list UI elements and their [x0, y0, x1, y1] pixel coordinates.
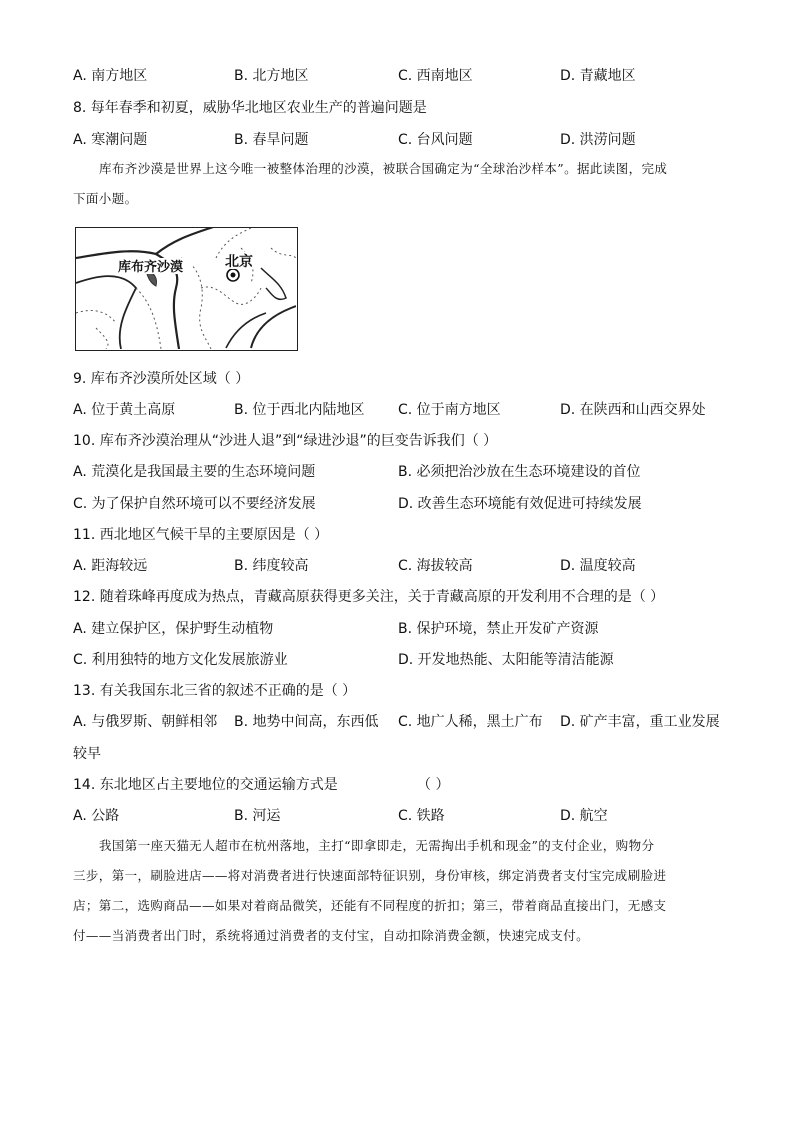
q12-stem: 12. 随着珠峰再度成为热点，青藏高原获得更多关注，关于青藏高原的开发利用不合理的是（ ） — [73, 589, 665, 605]
q13-option-b: B. 地势中间高，东西低 — [234, 714, 379, 730]
q13-option-d-continued: 较早 — [73, 746, 101, 762]
q13-option-d: D. 矿产丰富，重工业发展 — [560, 714, 720, 730]
q11-option-b: B. 纬度较高 — [234, 558, 309, 574]
map-city-label: 北京 — [225, 253, 253, 269]
q9-option-a: A. 位于黄土高原 — [73, 402, 176, 418]
q8-option-b: B. 春旱问题 — [234, 132, 309, 148]
q9-option-c: C. 位于南方地区 — [398, 402, 501, 418]
q9-stem: 9. 库布齐沙漠所处区域（ ） — [73, 371, 250, 387]
q8-option-d: D. 洪涝问题 — [560, 132, 636, 148]
q13-option-c: C. 地广人稀，黑土广布 — [398, 714, 543, 730]
q10-option-a: A. 荒漠化是我国最主要的生态环境问题 — [73, 464, 316, 480]
q7-option-d: D. 青藏地区 — [560, 68, 636, 84]
map-river-north — [76, 228, 216, 258]
q7-option-c: C. 西南地区 — [398, 68, 473, 84]
map-bay — [261, 268, 286, 299]
q14-option-c: C. 铁路 — [398, 808, 445, 824]
passage-supermarket-line2: 三步，第一，刷脸进店——将对消费者进行快速面部特征识别，身份审核，绑定消费者支付宝完成刷脸进 — [73, 868, 667, 883]
q8-option-c: C. 台风问题 — [398, 132, 473, 148]
q13-stem: 13. 有关我国东北三省的叙述不正确的是（ ） — [73, 683, 357, 699]
map-drawing — [76, 228, 296, 349]
q11-option-c: C. 海拔较高 — [398, 558, 473, 574]
q11-option-d: D. 温度较高 — [560, 558, 636, 574]
q14-option-a: A. 公路 — [73, 808, 120, 824]
q11-option-a: A. 距海较远 — [73, 558, 148, 574]
q7-option-b: B. 北方地区 — [234, 68, 309, 84]
q14-option-d: D. 航空 — [560, 808, 608, 824]
q12-option-b: B. 保护环境，禁止开发矿产资源 — [398, 621, 599, 637]
q11-stem: 11. 西北地区气候干旱的主要原因是（ ） — [73, 527, 329, 543]
passage-supermarket-line3: 店；第二，选购商品——如果对着商品微笑，还能有不同程度的折扣；第三，带着商品直接出门，无感支 — [73, 898, 667, 913]
map-desert-label: 库布齐沙漠 — [118, 259, 184, 274]
map-province-boundaries — [76, 228, 296, 349]
map-coastline — [251, 306, 296, 348]
q10-option-b: B. 必须把治沙放在生态环境建设的首位 — [398, 464, 641, 480]
q9-option-d: D. 在陕西和山西交界处 — [560, 402, 706, 418]
q10-stem: 10. 库布齐沙漠治理从“沙进人退”到“绿进沙退”的巨变告诉我们（ ） — [73, 433, 498, 449]
q7-option-a: A. 南方地区 — [73, 68, 148, 84]
q14-stem: 14. 东北地区占主要地位的交通运输方式是 — [73, 777, 338, 793]
kubuqi-map — [75, 227, 298, 351]
passage-kubuqi-line1: 库布齐沙漠是世界上这今唯一被整体治理的沙漠，被联合国确定为“全球治沙样本”。据此读图，完成 — [99, 161, 668, 176]
q10-option-d: D. 改善生态环境能有效促进可持续发展 — [398, 496, 642, 512]
q10-option-c: C. 为了保护自然环境可以不要经济发展 — [73, 496, 316, 512]
passage-supermarket-line1: 我国第一座天猫无人超市在杭州落地，主打“即拿即走，无需掏出手机和现金”的支付企业，购物分 — [99, 838, 655, 853]
map-river-west — [76, 276, 136, 349]
passage-kubuqi — [73, 154, 723, 214]
passage-supermarket-line4: 付——当消费者出门时，系统将通过消费者的支付宝，自动扣除消费金额，快速完成支付。 — [73, 928, 590, 943]
q9-option-b: B. 位于西北内陆地区 — [234, 402, 365, 418]
q12-option-a: A. 建立保护区，保护野生动植物 — [73, 621, 274, 637]
q8-stem: 8. 每年春季和初夏，威胁华北地区农业生产的普遍问题是 — [73, 100, 427, 116]
passage-kubuqi-line2: 下面小题。 — [73, 191, 138, 206]
q12-option-c: C. 利用独特的地方文化发展旅游业 — [73, 652, 288, 668]
q8-option-a: A. 寒潮问题 — [73, 132, 148, 148]
map-beijing-dot — [231, 273, 236, 278]
q14-option-b: B. 河运 — [234, 808, 281, 824]
q12-option-d: D. 开发地热能、太阳能等清洁能源 — [398, 652, 614, 668]
passage-unmanned-supermarket — [73, 831, 723, 951]
q14-answer-bracket: （ ） — [417, 777, 450, 793]
q13-option-a: A. 与俄罗斯、朝鲜相邻 — [73, 714, 218, 730]
